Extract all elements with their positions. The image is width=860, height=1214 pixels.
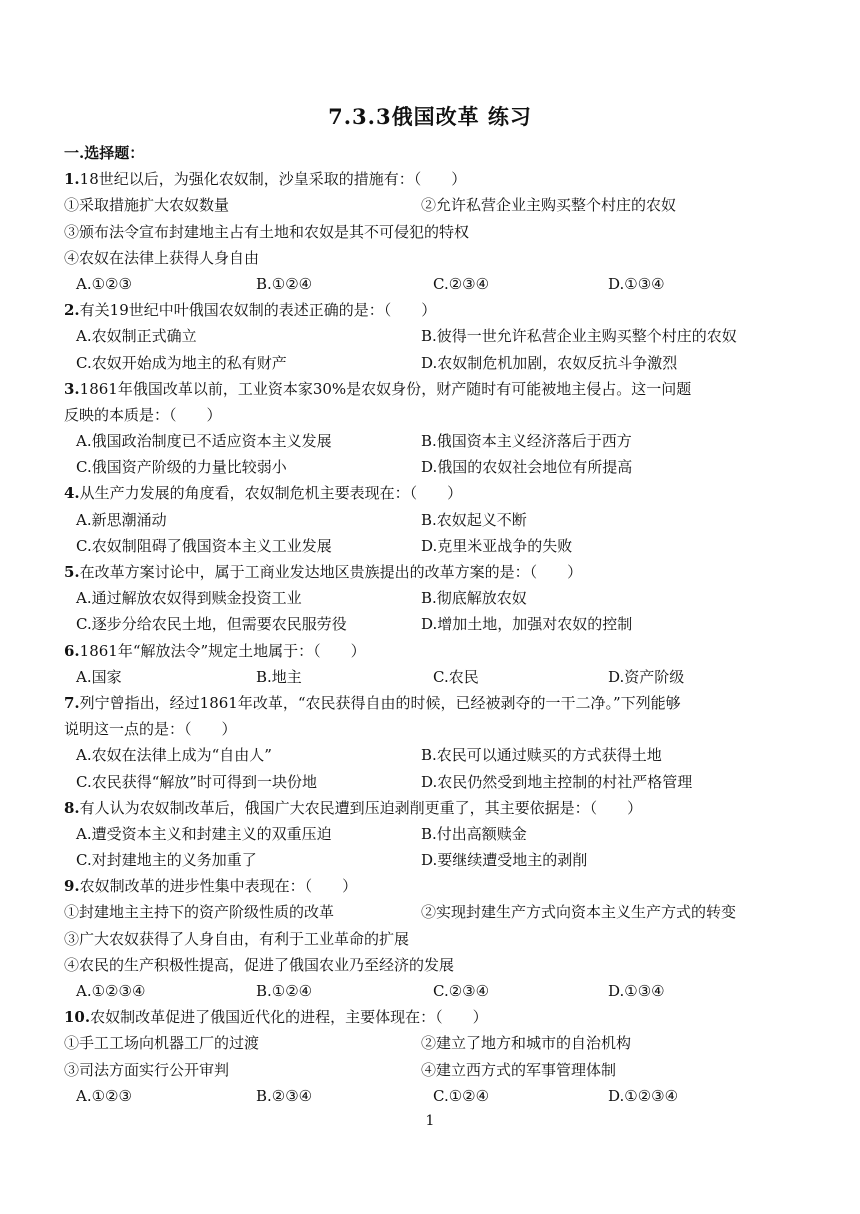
option-d[interactable]: D.克里米亚战争的失败 bbox=[421, 536, 573, 555]
option-a[interactable]: A.国家 bbox=[76, 667, 122, 686]
option-b[interactable]: B.②③④ bbox=[256, 1086, 313, 1105]
question-number: 6. bbox=[64, 641, 80, 660]
question-4-options-row bbox=[64, 533, 804, 559]
question-6-options bbox=[64, 664, 804, 690]
question-number: 7. bbox=[64, 693, 80, 712]
question-8-options-row bbox=[64, 821, 804, 847]
question-8-options-row bbox=[64, 847, 804, 873]
option-c[interactable]: C.逐步分给农民土地，但需要农民服劳役 bbox=[76, 615, 347, 634]
question-3-stem-continued: 反映的本质是：（ ） bbox=[64, 405, 222, 424]
question-number: 1. bbox=[64, 170, 80, 189]
question-number: 10. bbox=[64, 1008, 91, 1027]
question-7-stem: 7.列宁曾指出，经过1861年改革，“农民获得自由的时候，已经被剥夺的一干二净。”下列能够 bbox=[64, 693, 681, 712]
statement: ②允许私营企业主购买整个村庄的农奴 bbox=[421, 196, 677, 215]
option-c[interactable]: C.农奴开始成为地主的私有财产 bbox=[76, 353, 287, 372]
option-a[interactable]: A.①②③④ bbox=[76, 982, 146, 1000]
option-a[interactable]: A.新思潮涌动 bbox=[76, 510, 167, 529]
option-a[interactable]: A.①②③ bbox=[76, 1086, 132, 1105]
option-a[interactable]: A.①②③ bbox=[76, 274, 132, 293]
statement: ③司法方面实行公开审判 bbox=[64, 1060, 230, 1079]
question-1-options bbox=[64, 271, 804, 297]
question-7-options-row bbox=[64, 769, 804, 795]
option-c[interactable]: C.对封建地主的义务加重了 bbox=[76, 851, 257, 870]
question-3-options-row bbox=[64, 428, 804, 454]
question-5-options-row bbox=[64, 585, 804, 611]
option-a[interactable]: A.农奴制正式确立 bbox=[76, 327, 197, 346]
question-10-statements-row bbox=[64, 1057, 804, 1083]
option-c[interactable]: C.①②④ bbox=[433, 1086, 490, 1105]
option-b[interactable]: B.付出高额赎金 bbox=[421, 824, 527, 843]
option-b[interactable]: B.俄国资本主义经济落后于西方 bbox=[421, 432, 632, 451]
option-d[interactable]: D.农民仍然受到地主控制的村社严格管理 bbox=[421, 772, 693, 791]
option-d[interactable]: D.农奴制危机加剧，农奴反抗斗争激烈 bbox=[421, 353, 678, 372]
option-b[interactable]: B.地主 bbox=[256, 667, 302, 686]
option-b[interactable]: B.农奴起义不断 bbox=[421, 510, 527, 529]
statement: ④农民的生产积极性提高，促进了俄国农业乃至经济的发展 bbox=[64, 955, 455, 974]
option-a[interactable]: A.俄国政治制度已不适应资本主义发展 bbox=[76, 432, 332, 451]
option-c[interactable]: C.俄国资产阶级的力量比较弱小 bbox=[76, 458, 287, 477]
question-5-options-row bbox=[64, 611, 804, 637]
question-4-stem: 4.从生产力发展的角度看，农奴制危机主要表现在：（ ） bbox=[64, 484, 463, 503]
question-3-options-row bbox=[64, 454, 804, 480]
question-1-stem: 1.18世纪以后，为强化农奴制，沙皇采取的措施有：（ ） bbox=[64, 170, 467, 189]
option-b[interactable]: B.①②④ bbox=[256, 274, 313, 293]
section-heading: 一.选择题： bbox=[64, 144, 145, 162]
option-d[interactable]: D.资产阶级 bbox=[608, 667, 685, 686]
statement: ①采取措施扩大农奴数量 bbox=[64, 196, 230, 215]
option-d[interactable]: D.要继续遭受地主的剥削 bbox=[421, 851, 588, 870]
question-6-stem: 6.1861年“解放法令”规定土地属于：（ ） bbox=[64, 641, 366, 660]
question-list bbox=[64, 140, 804, 1109]
option-b[interactable]: B.①②④ bbox=[256, 982, 313, 1000]
option-a[interactable]: A.通过解放农奴得到赎金投资工业 bbox=[76, 589, 302, 608]
statement: ②实现封建生产方式向资本主义生产方式的转变 bbox=[421, 903, 737, 922]
page-number: 1 bbox=[425, 1113, 435, 1129]
question-10-statements-row bbox=[64, 1030, 804, 1056]
statement: ④建立西方式的军事管理体制 bbox=[421, 1060, 617, 1079]
statement: ④农奴在法律上获得人身自由 bbox=[64, 248, 260, 267]
question-9-stem: 9.农奴制改革的进步性集中表现在：（ ） bbox=[64, 877, 358, 896]
option-d[interactable]: D.俄国的农奴社会地位有所提高 bbox=[421, 458, 633, 477]
question-8-stem: 8.有人认为农奴制改革后，俄国广大农民遭到压迫剥削更重了，其主要依据是：（ ） bbox=[64, 798, 643, 817]
question-number: 8. bbox=[64, 798, 80, 817]
question-9-options bbox=[64, 978, 804, 1004]
question-7-options-row bbox=[64, 742, 804, 768]
question-number: 9. bbox=[64, 877, 80, 896]
question-3-stem: 3.1861年俄国改革以前，工业资本家30%是农奴身份，财产随时有可能被地主侵占。这一问题 bbox=[64, 379, 692, 398]
statement: ①封建地主主持下的资产阶级性质的改革 bbox=[64, 903, 335, 922]
option-c[interactable]: C.农民 bbox=[433, 667, 479, 686]
option-d[interactable]: D.①②③④ bbox=[608, 1086, 679, 1105]
question-number: 5. bbox=[64, 563, 80, 581]
question-number: 2. bbox=[64, 301, 80, 320]
statement: ②建立了地方和城市的自治机构 bbox=[421, 1034, 632, 1053]
question-7-stem-continued: 说明这一点的是：（ ） bbox=[64, 720, 237, 739]
option-d[interactable]: D.①③④ bbox=[608, 274, 665, 293]
question-10-stem: 10.农奴制改革促进了俄国近代化的进程，主要体现在：（ ） bbox=[64, 1008, 488, 1027]
question-number: 4. bbox=[64, 484, 80, 503]
option-b[interactable]: B.彼得一世允许私营企业主购买整个村庄的农奴 bbox=[421, 327, 737, 346]
option-b[interactable]: B.农民可以通过赎买的方式获得土地 bbox=[421, 746, 662, 765]
question-2-options-row bbox=[64, 323, 804, 349]
option-a[interactable]: A.遭受资本主义和封建主义的双重压迫 bbox=[76, 824, 332, 843]
question-2-stem: 2.有关19世纪中叶俄国农奴制的表述正确的是：（ ） bbox=[64, 301, 437, 320]
question-4-options-row bbox=[64, 507, 804, 533]
option-d[interactable]: D.①③④ bbox=[608, 982, 665, 1000]
question-9-statements-row bbox=[64, 899, 804, 925]
option-c[interactable]: C.农民获得“解放”时可得到一块份地 bbox=[76, 772, 318, 791]
statement: ③颁布法令宣布封建地主占有土地和农奴是其不可侵犯的特权 bbox=[64, 222, 470, 241]
option-b[interactable]: B.彻底解放农奴 bbox=[421, 589, 527, 608]
document-title: 7.3.3俄国改革 练习 bbox=[328, 104, 532, 129]
question-5-stem: 5.在改革方案讨论中，属于工商业发达地区贵族提出的改革方案的是：（ ） bbox=[64, 563, 583, 581]
statement: ③广大农奴获得了人身自由，有利于工业革命的扩展 bbox=[64, 929, 410, 948]
option-c[interactable]: C.农奴制阻碍了俄国资本主义工业发展 bbox=[76, 536, 332, 555]
option-a[interactable]: A.农奴在法律上成为“自由人” bbox=[76, 746, 272, 765]
question-1-statements-row bbox=[64, 192, 804, 218]
question-number: 3. bbox=[64, 379, 80, 398]
option-c[interactable]: C.②③④ bbox=[433, 274, 490, 293]
statement: ①手工工场向机器工厂的过渡 bbox=[64, 1034, 260, 1053]
option-c[interactable]: C.②③④ bbox=[433, 982, 490, 1000]
question-2-options-row bbox=[64, 350, 804, 376]
question-10-options bbox=[64, 1083, 804, 1109]
option-d[interactable]: D.增加土地，加强对农奴的控制 bbox=[421, 615, 633, 634]
